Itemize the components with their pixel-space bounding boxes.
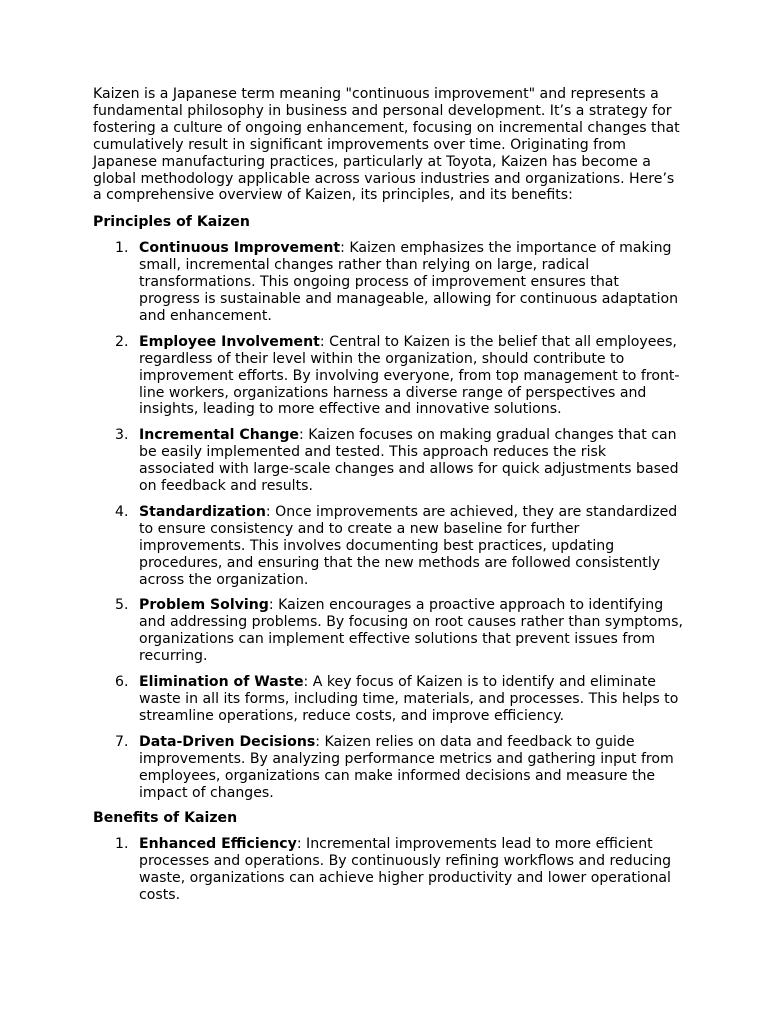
list-item <box>93 734 683 802</box>
list-item-title: Enhanced Efficiency <box>139 836 297 853</box>
benefits-list <box>93 836 683 904</box>
list-item-text: : Incremental improvements lead to more efficient processes and operations. By continuously refining workflows and reducing waste, organizations can achieve higher productivity and lower operational costs. <box>139 836 672 904</box>
list-item-number: 1. <box>115 240 129 257</box>
list-item-title: Incremental Change <box>139 427 299 444</box>
principles-list <box>93 240 683 801</box>
list-item-title: Elimination of Waste <box>139 674 304 691</box>
list-item-title: Employee Involvement <box>139 333 320 350</box>
list-item-number: 1. <box>115 836 129 853</box>
list-item <box>93 504 683 589</box>
list-item-title: Problem Solving <box>139 597 269 614</box>
list-item-text: : Kaizen emphasizes the importance of making small, incremental changes rather than relying on large, radical transformations. This ongoing process of improvement ensures that progress is sustainable and manageable, allowing for continuous adaptation and enhancement. <box>139 240 679 324</box>
list-item-title: Continuous Improvement <box>139 240 341 257</box>
list-item <box>93 836 683 904</box>
document-page <box>93 86 683 913</box>
list-item-text: : Kaizen encourages a proactive approach to identifying and addressing problems. By focusing on root causes rather than symptoms, organizations can implement effective solutions that prevent issues from recurring. <box>139 597 683 665</box>
list-item <box>93 240 683 325</box>
list-item-title: Data-Driven Decisions <box>139 733 316 750</box>
benefits-heading: Benefits of Kaizen <box>93 810 238 827</box>
list-item-text: : Once improvements are achieved, they are standardized to ensure consistency and to create a new baseline for further improvements. This involves documenting best practices, updating procedures, and ensuring that the new methods are followed consistently across the organization. <box>139 503 678 588</box>
list-item-number: 3. <box>115 427 129 444</box>
list-item-number: 5. <box>115 597 129 614</box>
intro-paragraph: Kaizen is a Japanese term meaning "continuous improvement" and represents a fundamental philosophy in business and personal development. It’s a strategy for fostering a culture of ongoing enhancement, focusing on incremental changes that cumulatively result in significant improvements over time. Originating from Japanese manufacturing practices, particularly at Toyota, Kaizen has become a global methodology applicable across various industries and organizations. Here’s a comprehensive overview of Kaizen, its principles, and its benefits: <box>93 86 680 204</box>
principles-heading: Principles of Kaizen <box>93 214 250 231</box>
list-item-number: 4. <box>115 503 129 520</box>
list-item-text: : Central to Kaizen is the belief that all employees, regardless of their level within the organization, should contribute to improvement efforts. By involving everyone, from top management to front-line workers, organizations harness a diverse range of perspectives and insights, leading to more effective and innovative solutions. <box>139 333 680 418</box>
list-item-text: : Kaizen relies on data and feedback to guide improvements. By analyzing performance metrics and gathering input from employees, organizations can make informed decisions and measure the impact of changes. <box>139 733 674 801</box>
list-item-number: 6. <box>115 674 129 691</box>
list-item <box>93 427 683 495</box>
list-item-number: 2. <box>115 333 129 350</box>
list-item <box>93 334 683 419</box>
list-item-text: : Kaizen focuses on making gradual changes that can be easily implemented and tested. This approach reduces the risk associated with large-scale changes and allows for quick adjustments based on feedback and results. <box>139 427 679 495</box>
list-item-text: : A key focus of Kaizen is to identify and eliminate waste in all its forms, including time, materials, and processes. This helps to streamline operations, reduce costs, and improve efficiency. <box>139 674 679 724</box>
list-item <box>93 597 683 665</box>
list-item-title: Standardization <box>139 503 266 520</box>
list-item <box>93 674 683 725</box>
list-item-number: 7. <box>115 733 129 750</box>
